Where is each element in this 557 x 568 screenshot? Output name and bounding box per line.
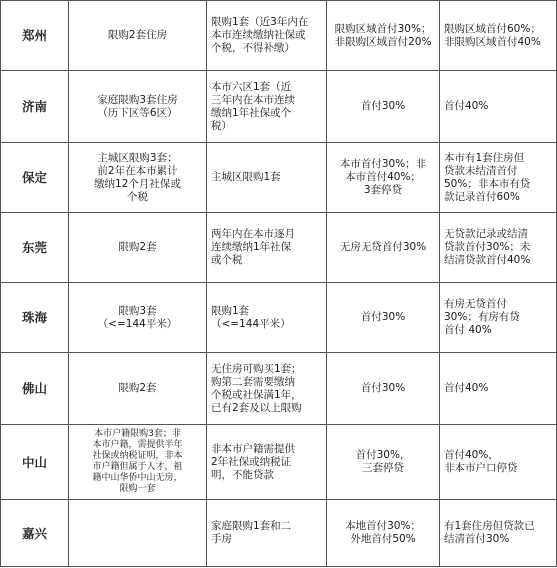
cell-text-line: 本地首付30%； — [345, 520, 421, 532]
policy-cell-c3 — [327, 71, 440, 143]
policy-cell-c1 — [69, 143, 207, 213]
policy-cell-c2 — [207, 425, 327, 500]
cell-text-line: 首付40% — [444, 382, 489, 394]
cell-text-line: 家庭限购3套住房 — [97, 93, 178, 106]
policy-cell-c2 — [207, 500, 327, 567]
table-row — [1, 213, 557, 283]
cell-text-line: 有房无贷首付 — [444, 298, 507, 310]
policy-cell-c1 — [69, 425, 207, 500]
cell-text-line: 购第二套需要缴纳 — [211, 375, 295, 388]
policy-cell-c2 — [207, 143, 327, 213]
cell-text-line: 手房 — [211, 533, 232, 545]
cell-text-line: 首付 40% — [444, 324, 492, 336]
city-cell: 济南 — [1, 71, 69, 143]
policy-cell-c1 — [69, 353, 207, 425]
cell-text-line: 主城区限购1套 — [211, 171, 281, 183]
policy-cell-c1 — [69, 283, 207, 353]
cell-text-line: 限购区域首付60%； — [444, 22, 541, 35]
policy-cell-c2 — [207, 71, 327, 143]
policy-cell-c2 — [207, 213, 327, 283]
cell-text-line: 首付40% — [444, 100, 489, 112]
city-cell: 东莞 — [1, 213, 69, 283]
cell-text-line: 限购1套（近3年内在 — [211, 16, 309, 28]
cell-text-line: 首付30% — [360, 311, 406, 323]
policy-cell-c1 — [69, 71, 207, 143]
policy-cell-c4 — [440, 71, 557, 143]
cell-text-line: 外地首付50% — [350, 533, 416, 545]
cell-text-line: 限购3套 — [118, 304, 157, 317]
cell-text-line: 三套停贷 — [362, 462, 404, 474]
policy-cell-c3 — [327, 283, 440, 353]
cell-text-line: 贷款首付30%；未 — [444, 241, 531, 253]
policy-cell-c1 — [69, 1, 207, 71]
city-cell: 郑州 — [1, 1, 69, 71]
policy-cell-c4 — [440, 213, 557, 283]
cell-text-line: 限购2套 — [118, 241, 157, 253]
policy-cell-c3 — [327, 425, 440, 500]
cell-text-line: 非本市户口停贷 — [444, 462, 518, 474]
table-row — [1, 283, 557, 353]
cell-text-line: 限购2套住房 — [107, 29, 168, 41]
cell-text-line: 两年内在本市逐月 — [211, 228, 295, 240]
city-cell: 嘉兴 — [1, 500, 69, 567]
cell-text-line: 前2年在本市累计 — [97, 164, 178, 177]
cell-text-line: 个税 — [127, 190, 148, 203]
policy-cell-c1 — [69, 213, 207, 283]
cell-text-line: 有1套住房但贷款已 — [444, 520, 535, 532]
table-row — [1, 143, 557, 213]
cell-text-line: 无房无贷首付30% — [339, 241, 427, 253]
cell-text-line: 连续缴纳1年社保 — [211, 241, 292, 253]
policy-cell-c3 — [327, 1, 440, 71]
cell-text-line: 家庭限购1套和二 — [211, 520, 292, 532]
cell-text-line: 本市连续缴纳社保或 — [211, 29, 306, 41]
table-row — [1, 425, 557, 500]
city-cell: 中山 — [1, 425, 69, 500]
cell-text-line: 个税，不得补缴） — [211, 42, 295, 54]
cell-text-line: 无贷款记录或结清 — [444, 228, 528, 240]
table-row — [1, 353, 557, 425]
cell-text-line: 本市六区1套（近 — [211, 80, 292, 93]
cell-text-line: 结清贷款首付40% — [444, 254, 531, 266]
policy-cell-c3 — [327, 500, 440, 567]
cell-text-line: 50%；非本市有贷 — [444, 177, 531, 190]
cell-text-line: 本市首付30%；非 — [339, 158, 427, 170]
cell-text-line: （<=144平米） — [97, 317, 178, 330]
cell-text-line: 无住房可购买1套； — [211, 362, 302, 375]
policy-cell-c3 — [327, 353, 440, 425]
cell-text-line: 三年内在本市连续 — [211, 93, 295, 106]
cell-text-line: 限购一套 — [119, 484, 156, 494]
cell-text-line: 非本市户籍需提供 — [211, 442, 295, 455]
table-row — [1, 71, 557, 143]
table-row — [1, 500, 557, 567]
policy-cell-c2 — [207, 1, 327, 71]
cell-text-line: 首付30%， — [355, 449, 411, 461]
city-cell: 珠海 — [1, 283, 69, 353]
cell-text-line: 本市首付40%； — [345, 171, 421, 183]
cell-text-line: 籍中山华侨中山无房， — [92, 473, 183, 483]
policy-cell-c4 — [440, 353, 557, 425]
cell-text-line: 本市有1套住房但 — [444, 151, 525, 164]
cell-text-line: 3套停贷 — [363, 184, 403, 196]
cell-text-line: 本市户籍限购3套；非 — [94, 429, 181, 439]
cell-text-line: （历下区等6区） — [97, 106, 178, 119]
cell-text-line: 主城区限购3套； — [97, 151, 178, 164]
cell-text-line: 首付30% — [360, 100, 406, 112]
cell-text-line: 限购1套 — [211, 304, 250, 317]
cell-text-line: 限购区域首付30%； — [334, 22, 432, 35]
cell-text-line: 非限购区域首付40% — [444, 35, 541, 48]
policy-cell-c2 — [207, 353, 327, 425]
cell-text-line: 本市户籍，需提供半年 — [92, 440, 183, 450]
cell-text-line: 已有2套及以上限购 — [211, 401, 302, 414]
cell-text-line: 税） — [211, 119, 232, 132]
cell-text-line: 30%；有房有贷 — [444, 311, 520, 323]
cell-text-line: 首付30% — [360, 382, 406, 394]
policy-cell-c3 — [327, 213, 440, 283]
policy-cell-c4 — [440, 1, 557, 71]
cell-text-line: （<=144平米） — [211, 317, 291, 330]
cell-text-line: 款记录首付60% — [444, 190, 520, 203]
policy-cell-c4 — [440, 283, 557, 353]
policy-cell-c4 — [440, 143, 557, 213]
cell-text-line: 2年社保或纳税证 — [211, 455, 292, 468]
cell-text-line: 缴纳12个月社保或 — [94, 177, 181, 190]
policy-cell-c4 — [440, 425, 557, 500]
cell-text-line: 缴纳1年社保或个 — [211, 106, 292, 119]
cell-text-line: 非限购区域首付20% — [334, 35, 432, 48]
cell-text-line: 明，不能贷款 — [211, 468, 274, 481]
cell-text-line: 社保或纳税证明，非本 — [92, 451, 183, 461]
cell-text-line: 个税或社保满1年， — [211, 388, 302, 401]
cell-text-line: 或个税 — [211, 254, 243, 266]
policy-cell-c4 — [440, 500, 557, 567]
table-row — [1, 1, 557, 71]
policy-cell-c1 — [69, 500, 207, 567]
cell-text-line: 首付40%， — [444, 449, 499, 461]
cell-text-line: 结清首付30% — [444, 533, 510, 545]
policy-cell-c3 — [327, 143, 440, 213]
cell-text-line: 限购2套 — [118, 382, 157, 394]
policy-cell-c2 — [207, 283, 327, 353]
city-cell: 佛山 — [1, 353, 69, 425]
city-cell: 保定 — [1, 143, 69, 213]
cell-text-line: 贷款未结清首付 — [444, 164, 518, 177]
cell-text-line: 市户籍但属于人才，祖 — [92, 462, 183, 472]
table-body — [1, 1, 557, 567]
